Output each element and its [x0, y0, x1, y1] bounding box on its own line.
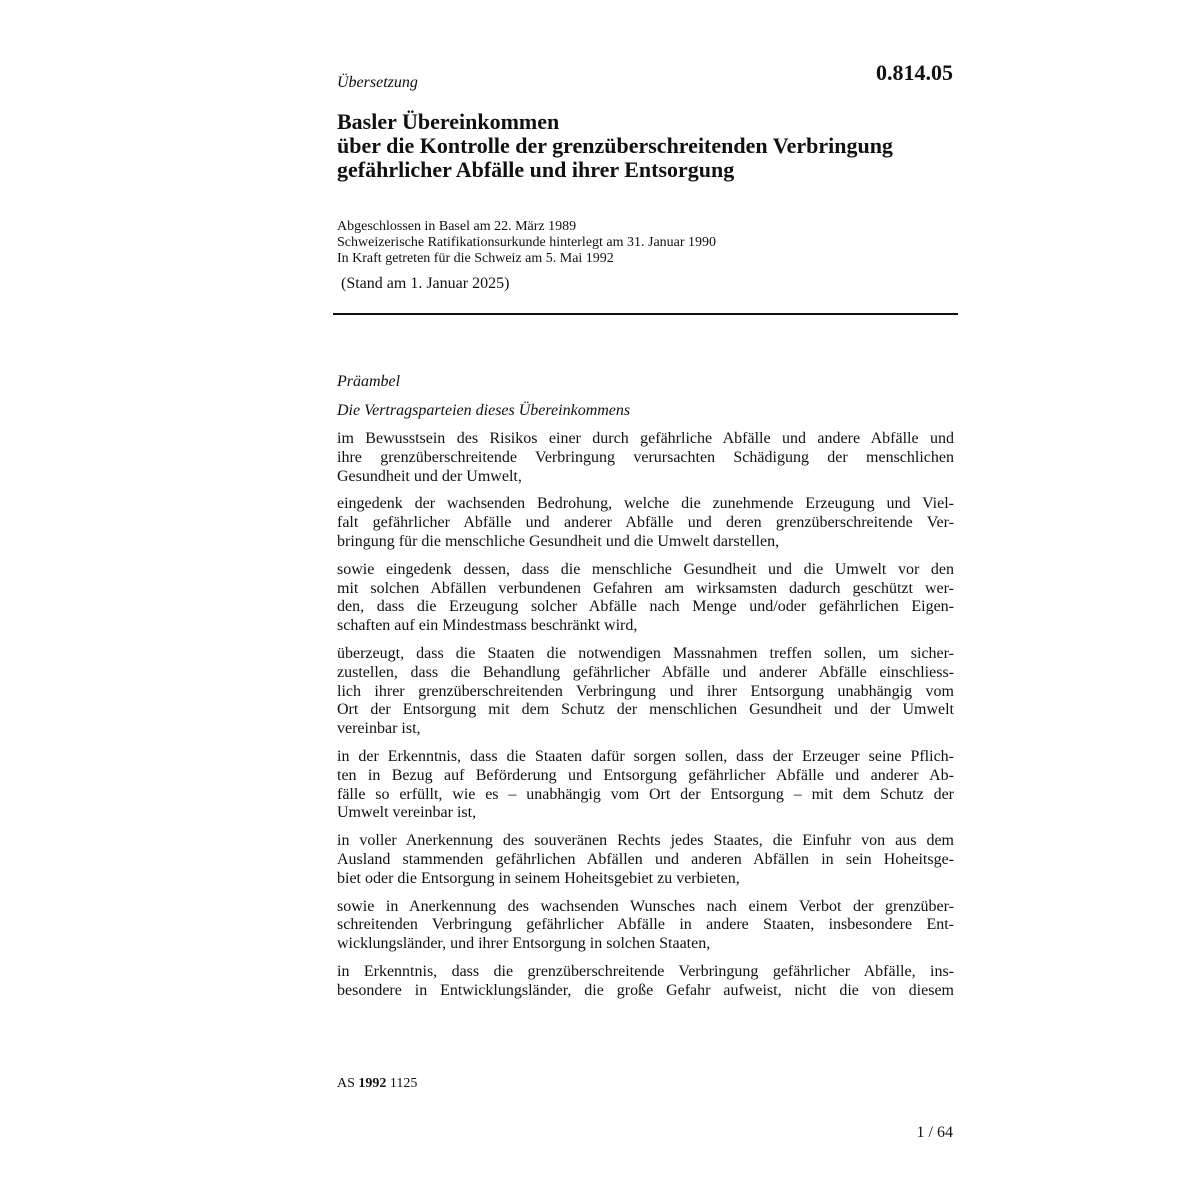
document-title	[337, 110, 957, 182]
official-collection-reference	[337, 1076, 417, 1092]
text-line: ten in Bezug auf Beförderung und Entsorgung gefährlicher Abfälle und anderer Ab-	[337, 766, 954, 784]
text-line: besondere in Entwicklungsländer, die große Gefahr aufweist, nicht die von diesem	[337, 981, 954, 999]
preamble-paragraph	[337, 430, 954, 486]
preamble-paragraph	[337, 898, 954, 954]
text-line: fälle so erfüllt, wie es – unabhängig vom Ort der Entsorgung – mit dem Schutz der	[337, 785, 954, 803]
preamble-paragraph	[337, 963, 954, 1001]
text-line: den, dass die Erzeugung solcher Abfälle nach Menge und/oder gefährlichen Eigen-	[337, 598, 954, 616]
title-divider	[333, 313, 958, 315]
concluded-date: Abgeschlossen in Basel am 22. März 1989	[337, 219, 577, 234]
page-number: 1 / 64	[916, 1124, 953, 1141]
text-line: zustellen, dass die Behandlung gefährlicher Abfälle und anderer Abfälle einschliess-	[337, 663, 954, 681]
text-line: falt gefährlicher Abfälle und anderer Abfälle und deren grenzüberschreitende Ver-	[337, 514, 954, 532]
text-line: in der Erkenntnis, dass die Staaten dafür sorgen sollen, dass der Erzeuger seine Pflich-	[337, 747, 954, 765]
status-date: (Stand am 1. Januar 2025)	[341, 275, 510, 292]
text-line: Ort der Entsorgung mit dem Schutz der menschlichen Gesundheit und der Umwelt	[337, 701, 954, 719]
text-line: sowie in Anerkennung des wachsenden Wunsches nach einem Verbot der grenzüber-	[337, 897, 954, 915]
translation-label: Übersetzung	[337, 74, 418, 91]
ratification-date: Schweizerische Ratifikationsurkunde hinterlegt am 31. Januar 1990	[337, 235, 717, 250]
title-line: über die Kontrolle der grenzüberschreitenden Verbringung	[337, 133, 893, 158]
preamble-body	[337, 430, 954, 1010]
as-prefix: AS	[337, 1076, 355, 1091]
preamble-heading: Präambel	[337, 373, 401, 390]
preamble-paragraph	[337, 495, 954, 551]
sr-number: 0.814.05	[876, 60, 953, 85]
preamble-paragraph	[337, 645, 954, 739]
text-line: schreitenden Verbringung gefährlicher Abfälle in andere Staaten, insbesondere Ent-	[337, 916, 954, 934]
text-line: lich ihrer grenzüberschreitenden Verbringung und ihrer Entsorgung unabhängig vom	[337, 682, 954, 700]
preamble-paragraph	[337, 748, 954, 823]
as-year: 1992	[358, 1076, 387, 1091]
text-line: im Bewusstsein des Risikos einer durch gefährliche Abfälle und andere Abfälle und	[337, 430, 954, 447]
text-line: sowie eingedenk dessen, dass die menschliche Gesundheit und die Umwelt vor den	[337, 560, 954, 578]
text-line: vereinbar ist,	[337, 720, 421, 738]
text-line: Umwelt vereinbar ist,	[337, 804, 477, 822]
text-line: schaften auf ein Mindestmass beschränkt wird,	[337, 617, 638, 635]
preamble-paragraph	[337, 561, 954, 636]
text-line: eingedenk der wachsenden Bedrohung, welche die zunehmende Erzeugung und Viel-	[337, 495, 954, 513]
text-line: überzeugt, dass die Staaten die notwendigen Massnahmen treffen sollen, um sicher-	[337, 644, 954, 662]
as-page: 1125	[389, 1076, 418, 1091]
document-meta	[337, 219, 716, 267]
title-line: Basler Übereinkommen	[337, 109, 560, 134]
text-line: in voller Anerkennung des souveränen Rechts jedes Staates, die Einfuhr von aus dem	[337, 832, 954, 850]
in-force-date: In Kraft getreten für die Schweiz am 5. Mai 1992	[337, 251, 614, 266]
preamble-paragraph	[337, 832, 954, 888]
text-line: ihre grenzüberschreitende Verbringung verursachten Schädigung der menschlichen	[337, 448, 954, 466]
document-page	[337, 0, 957, 1200]
parties-heading: Die Vertragsparteien dieses Übereinkommens	[337, 402, 631, 419]
text-line: in Erkenntnis, dass die grenzüberschreitende Verbringung gefährlicher Abfälle, ins-	[337, 962, 954, 980]
text-line: Ausland stammenden gefährlichen Abfällen und anderen Abfällen in sein Hoheitsge-	[337, 850, 954, 868]
text-line: bringung für die menschliche Gesundheit und die Umwelt darstellen,	[337, 532, 780, 550]
text-line: biet oder die Entsorgung in seinem Hoheitsgebiet zu verbieten,	[337, 869, 740, 887]
text-line: Gesundheit und der Umwelt,	[337, 467, 522, 485]
text-line: wicklungsländer, und ihrer Entsorgung in solchen Staaten,	[337, 935, 711, 953]
title-line: gefährlicher Abfälle und ihrer Entsorgung	[337, 157, 735, 182]
text-line: mit solchen Abfällen verbundenen Gefahren am wirksamsten dadurch geschützt wer-	[337, 579, 954, 597]
